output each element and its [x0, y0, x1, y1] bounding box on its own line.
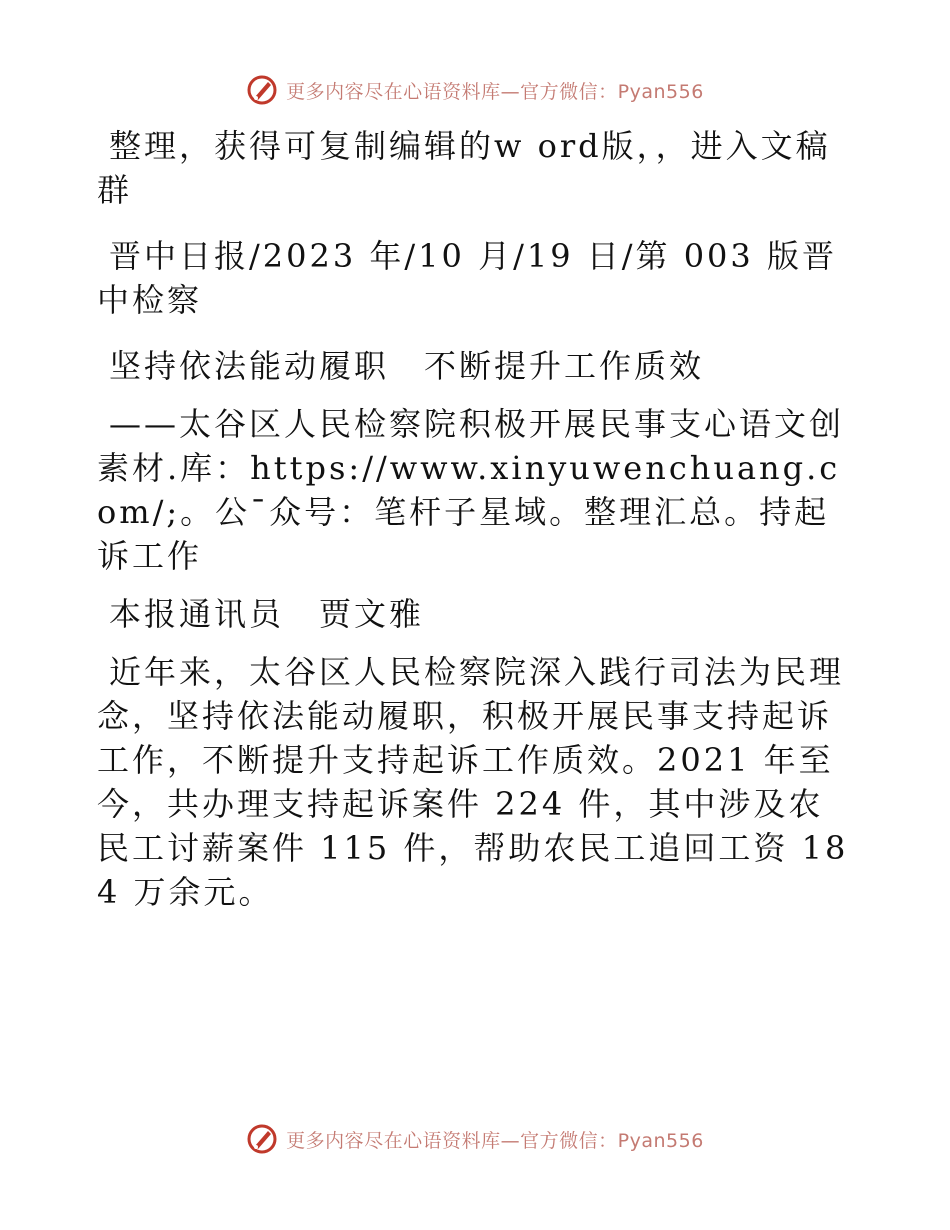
source-line: 晋中日报/2023 年/10 月/19 日/第 003 版晋中检察 — [97, 237, 837, 319]
footer-watermark-banner — [0, 1119, 950, 1159]
pen-circle-logo-icon — [246, 74, 278, 106]
article-title: 坚持依法能动履职 不断提升工作质效 — [109, 347, 705, 385]
document-body — [97, 124, 857, 936]
watermark-text: 更多内容尽在心语资料库—官方微信：Pyan556 — [286, 1129, 704, 1152]
watermark-text: 更多内容尽在心语资料库—官方微信：Pyan556 — [286, 80, 704, 103]
intro-note: 整理，获得可复制编辑的w ord版，，进入文稿群 — [97, 127, 831, 209]
byline: 本报通讯员 贾文雅 — [109, 595, 425, 633]
header-watermark-banner — [0, 70, 950, 110]
article-subtitle: ——太谷区人民检察院积极开展民事支心语文创素材.库：https://www.xinyuwenchuang.com/;。公¯众号：笔杆子星域。整理汇总。持起诉工作 — [97, 405, 845, 575]
pen-circle-logo-icon — [246, 1123, 278, 1155]
body-paragraph: 近年来，太谷区人民检察院深入践行司法为民理念，坚持依法能动履职，积极开展民事支持起诉工作，不断提升支持起诉工作质效。2021 年至今，共办理支持起诉案件 224 件，其中涉及农民工讨薪案件 115 件，帮助农民工追回工资 184 万余元。 — [97, 653, 849, 911]
